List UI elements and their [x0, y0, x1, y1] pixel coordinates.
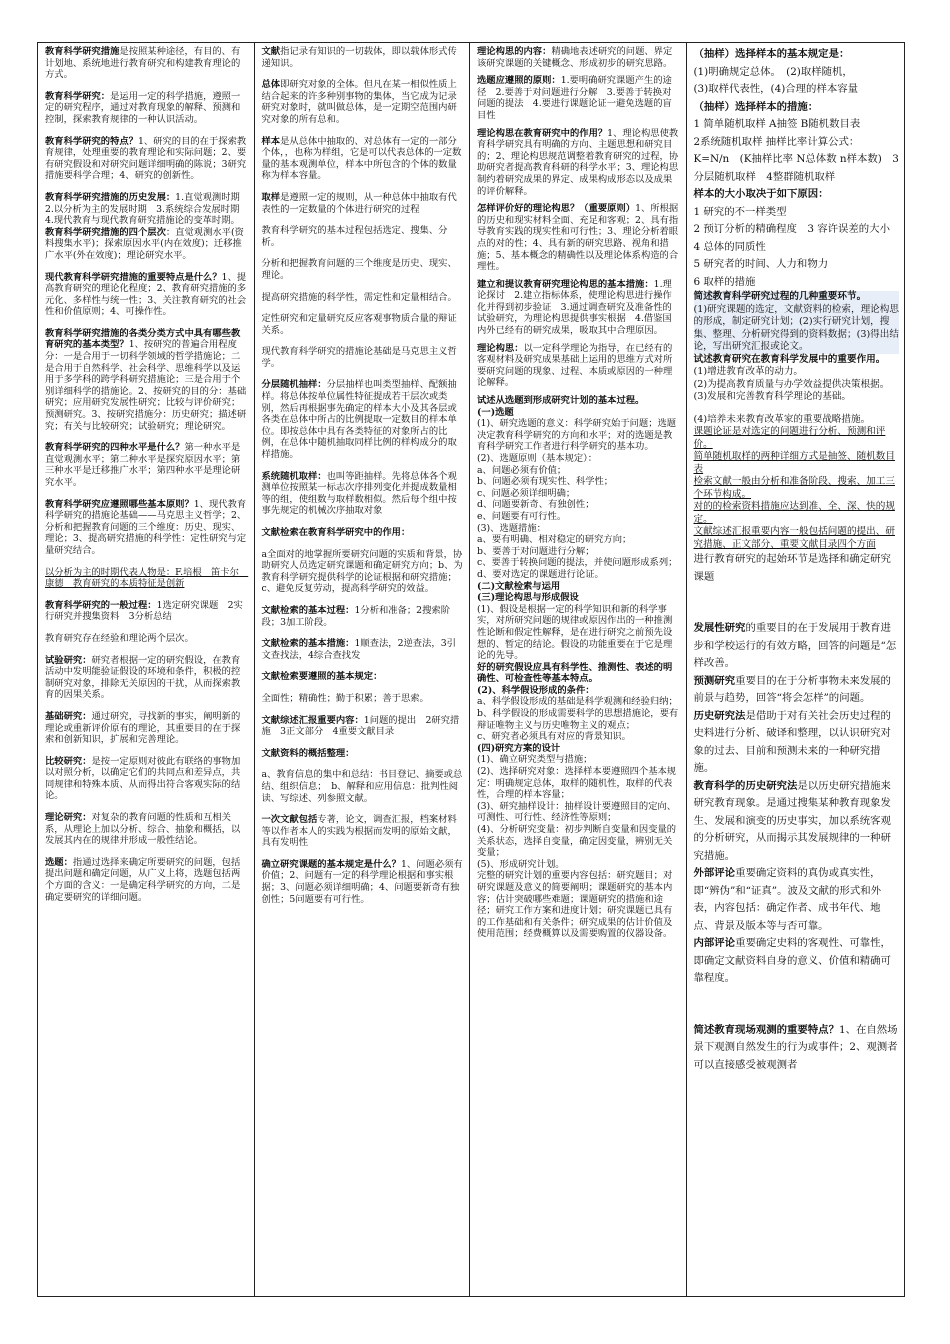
entry-dialectic: 定性研究和定量研究反应客观事物质合量的辩证关系。 [261, 313, 457, 336]
entry-design-5: (5)、形成研究计划。 [477, 858, 565, 870]
entry-sample-formula: K=N/n (K抽样比率 N总体数 n样本数) 3分层随机取样 4整群随机取样 [693, 153, 899, 183]
spacer [694, 586, 900, 620]
entry-role-heading: 试述教育研究在教育科学发展中的重要作用。 [693, 353, 886, 365]
entry-design-2: (2)、选择研究对象：选择样本要遵照四个基本规定：明确规定总体，取样的随机性，取样的代表性，合理的样本容量； [477, 766, 677, 801]
entry-rule-e: e、问题要有可行性。 [477, 510, 567, 522]
entry-basic-research: 基础研究：通过研究，寻找新的事实，阐明新的理论或重新评价原有的理论，其重要目的在于探索和创新知识，扩展和完善理论。 [45, 710, 241, 746]
entry-design-4: (4)、分析研究变量：初步判断自变量和因变量的关系状态，选择自变量，确定因变量，辨别无关变量； [477, 824, 677, 859]
entry-three-dimensions: 分析和把握教育问题的三个维度是历史、现实、理论。 [261, 258, 457, 281]
entry-sample-rule-3: (3)取样代表性，(4)合理的样本容量 [693, 83, 859, 95]
entry-retrieval-rules: 全面性；精确性；勤于积累；善于思索。 [261, 692, 429, 704]
entry-selection-principles: 选题应遵照的原则：1.要明确研究课题产生的途径 2.要善于对问题进行分解 3.要善于转换对问题的提法 4.要进行课题论证一避免选题的盲目性 [477, 75, 672, 121]
entry-size-2: 2 预订分析的精确程度 3 容许误差的大小 4 总体的同质性 [693, 223, 901, 253]
entry-retrieval-standard: 对的的检索资料措施应达到准、全、深、快的规定。 [693, 501, 895, 525]
entry-condition-a: a、科学假设形成的基础是科学观测和经验归纳； [477, 696, 678, 708]
entry-basic-principles: 教育科学研究应遵照哪些基本原则？1、现代教育科学研究的措施论基础——马克思主义哲学；2、分析和把握教育问题的三个维度：历史、现实、理论；3、提高研究措施的科学性：定性研究与定量研究结合。 [45, 498, 247, 556]
entry-research-types: 教育科学研究措施的各类分类方式中具有哪些教育研究的基本类型？1、按研究的普遍合用程度分：一是合用于一切科学领域的哲学措施论；二是合用于自然科学、社会科学、思维科学以及运用于多学科的跨学科研究措施论；三是合用于个别详细科学的措施论。2、按研究的目的分：基础研究；应用研究发展性研究；比较与评价研究；预测研究。3、按研究措施分：历史研究；描述研究；有关与比较研究；试验研究；理论研究。 [45, 327, 247, 432]
column-4 [687, 43, 905, 1296]
entry-modern-features: 现代教育科学研究措施的重要特点是什么？1、提高教育研究的理论化程度；2、教育研究措施的多元化、多样性与统一性；3、关注教育研究的社会性和价值原则；4、可操作性。 [45, 271, 247, 318]
entry-jiaoyu-kexue-yanjiu-cuoshi: 教育科学研究措施是按照某种途径，有目的、有计划地、系统地进行教育研究和构建教育理论的方式。 [45, 46, 241, 81]
entry-marxism-basis: 现代教育科学研究的措施论基础是马克思主义哲学。 [261, 346, 457, 369]
highlight-block [694, 291, 900, 354]
entry-random-ways: 简单随机取样的两种详细方式是抽签、随机数目表 [693, 451, 895, 475]
entry-retrieval-steps: 检索文献一般由分析和准备阶段、搜索、加工三个环节构成。 [693, 476, 895, 500]
entry-systematic-sampling: 系统随机取样：也叫等距抽样。先将总体各个观测单位按照某一标志次序排列变化并提成数量相等的组，使组数与取样数相似。然后每个组中按事先规定的机械次序抽取对象 [261, 470, 457, 517]
entry-good-hypothesis: 好的研究假设应具有科学性、推测性、表述的明确性、可检查性等基本特点。 [477, 661, 673, 685]
entry-theory-content: 理论构思的内容：精确地表述研究的问题、界定该研究课题的关键概念、形成初步的研究思路。 [477, 46, 673, 69]
entry-design-1: (1)、确立研究类型与措施； [477, 754, 593, 766]
entry-developmental: 发展性研究的重要目的在于发展用于教育进步和学校运行的有效方略，回答的问题是“怎样改善。 [693, 622, 897, 669]
column-3 [470, 43, 687, 1296]
entry-retrieval-process: 文献检索的基本过程：1分析和准备；2搜索阶段；3加工阶段。 [261, 604, 450, 628]
entry-edu-historical: 教育科学的历史研究法是以历史研究措施来研究教育现象。是通过搜集某种教育现象发生、发展和演变的历史事实，加以系统客观的分析研究，从而揭示其发展规律的一种研究措施。 [693, 779, 891, 862]
entry-jiaoyu-kexue-yanjiu: 教育科学研究：是运用一定的科学措施，遵照一定的研究程序，通过对教育现象的解释、预测和控制，探索教育规律的一种认识活动。 [45, 90, 241, 125]
spacer [694, 988, 900, 1022]
entry-selection-meaning: (1)、研究选题的意义：科学研究始于问题；选题决定教育科学研究的方向和水平；对的选题是教育科学研究工作者进行科学研究的基本功。 [477, 418, 677, 453]
entry-method-c: c、要善于转换问题的提法，并使问题形成系列； [477, 557, 678, 569]
entry-key-steps-heading: 简述教育科学研究过程的几种重要环节。 [693, 291, 867, 302]
entry-sampling: 取样是遵照一定的规则，从一种总体中抽取有代表性的一定数量的个体进行研究的过程 [261, 191, 457, 215]
entry-role-2: (2)为提高教育质量与办学效益提供决策根据。 [693, 378, 890, 390]
entry-condition-c: c、研究者必须具有对应的背景知识。 [477, 731, 631, 743]
entry-review-contents: 文献综述汇报重要内容一般包括问题的提出、研究措施、正文部分、重要文献目录四个方面 [693, 526, 895, 550]
entry-topic-argument: 课题论证是对选定的问题进行分析、预测和评价。 [693, 426, 886, 450]
entry-method-history: 教育科学研究措施的历史发展：1.直觉观测时期 2.以分析为主的发展时期 3.系统综合发展时期 4.现代教育与现代教育研究措施论的变革时期。教育科学研究措施的四个层次：直觉观测水平(资料搜集水平)；探索原因水平(内在效度)；迁移推广水平(外在效度)；理论研究水平。 [45, 191, 250, 261]
entry-rule-d: d、问题要新奇、有独创性； [477, 499, 595, 511]
column-1 [38, 43, 255, 1296]
entry-design-3: (3)、研究抽样设计：抽样设计要遵照目的定向、可测性、可行性、经济性等原则； [477, 800, 677, 824]
entry-population: 总体即研究对象的全体。但凡在某一相似性质上结合起来的许多种别事物的集体，当它成为记录研究对象时，就叫做总体，是一定期空范围内研究对象的所有总和。 [261, 79, 457, 125]
entry-qual-quant: 提高研究措施的科学性，需定性和定量相结合。 [261, 291, 457, 303]
entry-selection-rules: (2)、选题原则（基本规定）： [477, 453, 598, 464]
entry-research-features: 教育科学研究的特点？1、研究的目的在于探索教育规律，处理重要的教育理论和实际问题；2、要有研究假设和对研究问题详细明确的陈说；3研究措施要科学合理；4、研究的创新性。 [45, 135, 247, 182]
entry-basic-process: 教育科学研究的基本过程包括选定、搜集、分析。 [261, 225, 448, 248]
entry-size-5: 5 研究者的时间、人力和物力 [693, 258, 829, 270]
entry-retrieval-role-heading: 文献检索在教育科学研究中的作用： [261, 527, 411, 538]
entry-selection-methods: (3)、选题措施： [477, 522, 546, 534]
entry-sample-rule-1: (1)明确规定总体。 (2)取样随机， [693, 65, 853, 78]
entry-predictive: 预测研究重要目的在于分析事物未来发展的前景与趋势，回答“将会怎样”的问题。 [693, 674, 891, 704]
entry-size-1: 1 研究的不一样类型 [693, 205, 787, 218]
entry-evaluate-theory: 怎样评价好的理论构思？（重要原则）1、所根据的历史和现实材料全面、充足和客观；2、具有指导教育实践的现实性和可行性；3、理论分析着眼点的对的性；4、具有新的研究思路、视角和措施；5、基本概念的精确性以及理论体系构造的合理性。 [477, 203, 679, 273]
entry-retrieval-role: a全面对的地掌握所要研究问题的实质和背景，协助研究人员选定研究课题和确定研究方向；b、为教育科学研究提供科学的论证根据和研究措施；c、避免反复劳动，提高科学研究的效益。 [261, 548, 463, 595]
entry-summarize: a、教育信息的集中和总结：书目登记、摘要或总结、组织信息； b、解释和应用信息：批判性阅读、写综述、列参照文献。 [261, 769, 463, 804]
entry-rule-a: a、问题必须有价值； [477, 464, 567, 476]
column-2 [255, 43, 471, 1296]
entry-section-2: (二)文献检索与运用 [477, 580, 561, 592]
entry-internal-review: 内部评论重要确定史料的客观性、可靠性，即确定文献资料自身的意义、价值和精确可靠程度。 [693, 937, 891, 984]
entry-role-1: (1)增进教育改革的动力。 [693, 366, 804, 377]
entry-sample-methods-heading: （抽样）选择样本的措施： [693, 100, 819, 113]
entry-sample-method-2: 2系统随机取样 抽样比率计算公式： [693, 135, 860, 148]
entry-representatives: 以分析为主的时期代表人物是：F.培根 笛卡尔 康德 教育研究的本质特征是创新 [45, 566, 249, 590]
entry-start-step: 进行教育研究的起始环节是选择和确定研究课题 [693, 553, 891, 583]
entry-sample-rules-heading: （抽样）选择样本的基本规定是： [693, 48, 850, 60]
entry-review-report: 文献综述汇报重要内容：1问题的提出 2研究措施 3正文部分 4重要文献目录 [261, 714, 460, 738]
entry-literature: 文献指记录有知识的一切载体，即以载体形式传递知识。 [261, 46, 457, 69]
entry-summarize-heading: 文献资料的概括整理： [261, 747, 355, 759]
entry-section-1: (一)选题 [477, 406, 514, 418]
entry-plan-contents: 完整的研究计划的重要内容包括：研究题目；对研究课题及意义的简要阐明；课题研究的基本内容；估计突破哪些难题；课题研究的措施和途径；研究工作方案和进度计划；研究课题已具有的工作基础和有关条件；研究成果的估计价值及使用范围；经费概算以及需要购置的仪器设备。 [477, 870, 673, 940]
entry-method-d: d、要对选定的课题进行论证。 [477, 568, 604, 580]
entry-topic-requirements: 确立研究课题的基本规定是什么？1、问题必须有价值；2、问题有一定的科学理论根据和事实根据；3、问题必须详细明确；4、问题要新奇有独创性；5问题要有可行性。 [261, 858, 463, 905]
entry-topic-selection: 选题：指通过选择来确定所要研究的问题，包括提出问题和确定问题，从广义上将，选题包括两个方面的含义：一是确定科学研究的方向，二是确定要研究的详细问题。 [45, 856, 241, 903]
entry-hypothesis-conditions: (2)、科学假设形成的条件： [477, 684, 595, 696]
entry-theory-role: 理论构思在教育研究中的作用？1、理论构思使教育科学研究具有明确的方向、主题思想和研究目的；2、理论构思规范调整着教育研究的过程，协助研究者提高教育科研的科学水平；3、理论构思制约着研究成果的界定、成果构成形态以及成果的评价解释。 [477, 127, 679, 197]
entry-role-4: (4)培养未来教育改革家的重要战略措施。 [693, 413, 871, 425]
entry-build-theory: 建立和提议教育研究理论构思的基本措施：1.理论探讨 2.建立指标体系，使理论构思进行操作化并得到初步验证 3.通过调查研究及准备性的试验研究，为理论构思提供事实根据 4.借鉴国内外已经有的研究成果，吸取其中合理原因。 [477, 278, 672, 337]
entry-theoretical-research: 理论研究：对复杂的教育问题的性质和互相关系，从理论上加以分析、综合、抽象和概括，以发展其内在的规律并形成一般性结论。 [45, 812, 241, 847]
entry-stratified-sampling: 分层随机抽样：分层抽样也叫类型抽样、配额抽样。将总体按单位属性特征提成若干层次或类别，然后再根据事先确定的样本大小及其各层或各类在总体中所占的比例提取一定数目的样本单位。即按总体中具有各类特征的对象所占的比例，在总体中随机抽取同样比例的样构成分的取样措施。 [261, 379, 457, 461]
entry-sample-size-heading: 样本的大小取决于如下原因： [693, 188, 829, 200]
entry-key-steps: (1)研究课题的选定，文献资料的检索，理论构思的形成，制定研究计划；(2)实行研究计划，搜集、整理、分析研究得到的资料数据；(3)得出结论，写出研究汇报或论文。 [693, 303, 899, 352]
entry-rule-b: b、问题必须有现实性、科学性； [477, 476, 614, 488]
entry-external-review: 外部评论重要确定资料的真伪或真实性，即“辨伪”和“证真”。波及文献的形式和外表，内容包括：确定作者、成书年代、地点、背景及版本等与否可靠。 [693, 867, 881, 932]
entry-process-heading: 试述从选题到形成研究计划的基本过程。 [477, 395, 645, 407]
entry-section-4: (四)研究方案的设计 [477, 742, 561, 754]
small-text-block [694, 354, 900, 552]
entry-condition-b: b、科学假设的形成需要科学的思想措施论，要有辩证唯物主义与历史唯物主义的观点； [477, 708, 679, 731]
entry-primary-literature: 一次文献包括专著，论文，调查汇报，档案材料等以作者本人的实践为根据而发明的原始文献，具有发明性 [261, 814, 457, 849]
entry-experimental-research: 试验研究：研究者根据一定的研究假设，在教育活动中发明能验证假设的环境和条件，积极的控制研究对象，排除无关原因的干扰，从而探索教育的因果关系。 [45, 654, 241, 701]
entry-hypothesis: (1)、假设是根据一定的科学知识和新的科学事实，对所研究问题的规律或原因作出的一种推测性论断和假定性解释，是在进行研究之前预先设想的、暂定的结论。假设的功能重要在于它是理论的先导。 [477, 603, 673, 662]
entry-retrieval-rules-heading: 文献检索要遵照的基本规定： [261, 671, 383, 683]
entry-method-a: a、要有明确、相对稳定的研究方向； [477, 534, 632, 546]
entry-comparative-research: 比较研究：是按一定原则对彼此有联络的事物加以对照分析，以确定它们的共同点和差异点，共同规律和特殊本质、从而得出符合客观实际的结论。 [45, 755, 241, 802]
entry-section-3: (三)理论构思与形成假设 [477, 592, 579, 604]
entry-sample: 样本是从总体中抽取的、对总体有一定的一部分个体，，也称为样组，它是可以代表总体的一定数量的基本观测单位，样本中所包含的个体的数量称为样本容量。 [261, 135, 462, 182]
entry-method-b: b、要善于对问题进行分解； [477, 545, 595, 557]
entry-sample-method-1: 1 简单随机取样 A抽签 B随机数目表 [693, 118, 861, 130]
entry-rule-c: c、问题必须详细明确； [477, 487, 576, 499]
entry-general-process: 教育科学研究的一般过程：1选定研究课题 2实行研究并搜集资料 3分析总结 [45, 599, 243, 623]
document-sheet [37, 42, 905, 1297]
entry-four-levels: 教育科学研究的四种水平是什么？第一种水平是直觉观测水平；第二种水平是探究原因水平；第三种水平是迁移推广水平；第四种水平是理论研究水平。 [45, 442, 241, 488]
entry-size-6: 6 取样的措施 [693, 275, 756, 288]
entry-theory-concept: 理论构思：以一定科学理论为指导，在已经有的客观材料及研究成果基础上运用的思维方式对所要研究问题的现象、过程、本质或原因的一种理论解释。 [477, 342, 673, 389]
entry-field-observation: 简述教育现场观测的重要特点？1、在自然场景下观测自然发生的行为或事件；2、观测者可以直接感受被观测者 [693, 1023, 898, 1071]
entry-historical: 历史研究法是借助于对有关社会历史过程的史料进行分析、破译和整理，以认识研究对象的过去、目前和预测未来的一种研究措施。 [693, 709, 891, 774]
entry-role-3: (3)发展和完善教育科学理论的基础。 [693, 391, 851, 402]
entry-two-levels: 教育研究存在经验和理论两个层次。 [45, 632, 194, 644]
entry-retrieval-methods: 文献检索的基本措施：1顺查法，2逆查法，3引文查找法，4综合查找发 [261, 638, 456, 661]
